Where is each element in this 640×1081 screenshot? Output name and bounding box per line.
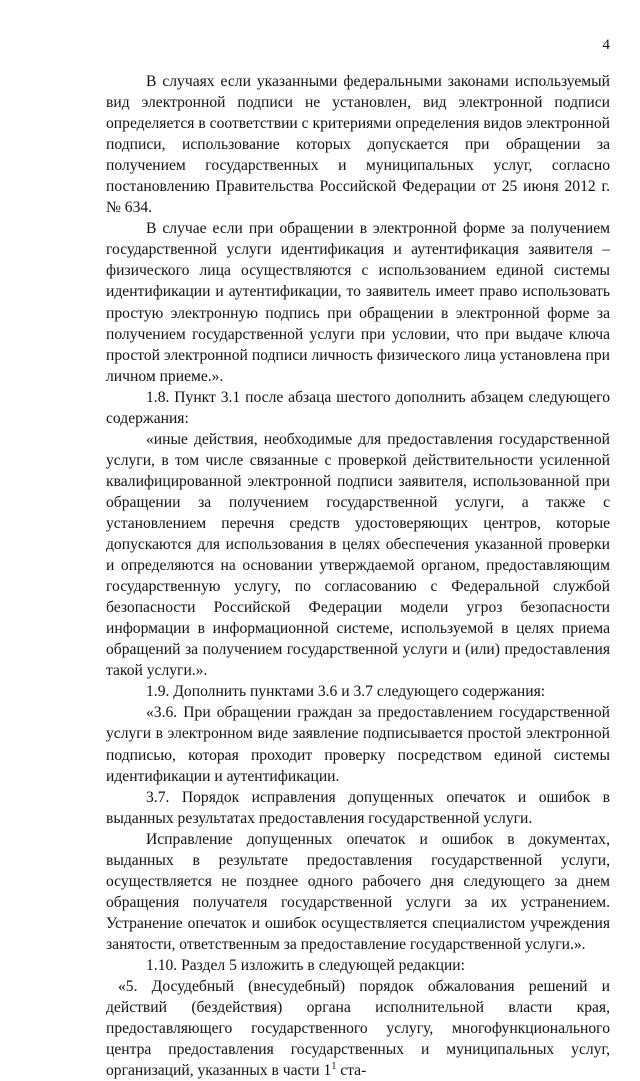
page-number: 4 — [602, 37, 610, 53]
paragraph-amendment-1-10: 1.10. Раздел 5 изложить в следующей редакции: — [146, 956, 465, 974]
paragraph-esignature-criteria: В случаях если указанными федеральными законами используемый вид электронной подписи не установлен, вид электронной подписи определяется в соответствии с критериями определения видов электронной подписи, использование которых допускается при обращении за получением государственных и муниципальных услуг, согласно постановлению Правительства Российской Федерации от 25 июня 2012 г. № 634. — [106, 73, 610, 217]
section-5-heading-tail: ста- — [336, 1062, 367, 1080]
paragraph-amendment-1-8: 1.8. Пункт 3.1 после абзаца шестого дополнить абзацем следующего содержания: — [106, 388, 610, 427]
document-body — [106, 71, 610, 1081]
paragraph-other-actions-quote: «иные действия, необходимые для предоставления государственной услуги, в том числе связанные с проверкой действительности усиленной квалифицированной электронной подписи заявителя, использованной при обращении за получением государственной услуги, а также с установлением перечня средств удостоверяющих центров, которые допускаются для использования в целях обеспечения указанной проверки и определяются на основании утверждаемой органом, предоставляющим государственную услугу, по согласованию с Федеральной службой безопасности Российской Федерации модели угроз безопасности информации в информационной системе, используемой в целях приема обращений за получением государственной услуги и (или) предоставления такой услуги.». — [106, 430, 610, 680]
paragraph-item-3-7: 3.7. Порядок исправления допущенных опечаток и ошибок в выданных результатах предоставления государственной услуги. — [106, 788, 610, 827]
paragraph-section-5-heading — [106, 976, 610, 1081]
paragraph-error-correction: Исправление допущенных опечаток и ошибок в документах, выданных в результате предоставления государственной услуги, осуществляется не позднее одного рабочего дня следующего за днем обращения получателя государственной услуги за их устранением. Устранение опечаток и ошибок осуществляется специалистом учреждения занятости, ответственным за предоставление государственной услуги.». — [106, 830, 610, 953]
paragraph-amendment-1-9: 1.9. Дополнить пунктами 3.6 и 3.7 следующего содержания: — [146, 683, 546, 701]
part-superscript: 1 — [331, 1061, 337, 1073]
paragraph-item-3-6: «3.6. При обращении граждан за предоставлением государственной услуги в электронном виде заявление подписывается простой электронной подписью, которая проходит проверку посредством единой системы идентификации и аутентификации. — [106, 704, 610, 785]
paragraph-identification-authentication: В случае если при обращении в электронной форме за получением государственной услуги идентификация и аутентификация заявителя – физического лица осуществляются с использованием единой системы идентификации и аутентификации, то заявитель имеет право использовать простую электронную подпись при обращении в электронной форме за получением государственной услуги при условии, что при выдаче ключа простой электронной подписи личность физического лица установлена при личном приеме.». — [106, 220, 610, 385]
section-5-heading-text: «5. Досудебный (внесудебный) порядок обжалования решений и действий (бездействия) органа исполнительной власти края, предоставляющего государственного услугу, многофункционального центра предоставления государственных и муниципальных услуг, организаций, указанных в части 1 — [106, 978, 610, 1080]
